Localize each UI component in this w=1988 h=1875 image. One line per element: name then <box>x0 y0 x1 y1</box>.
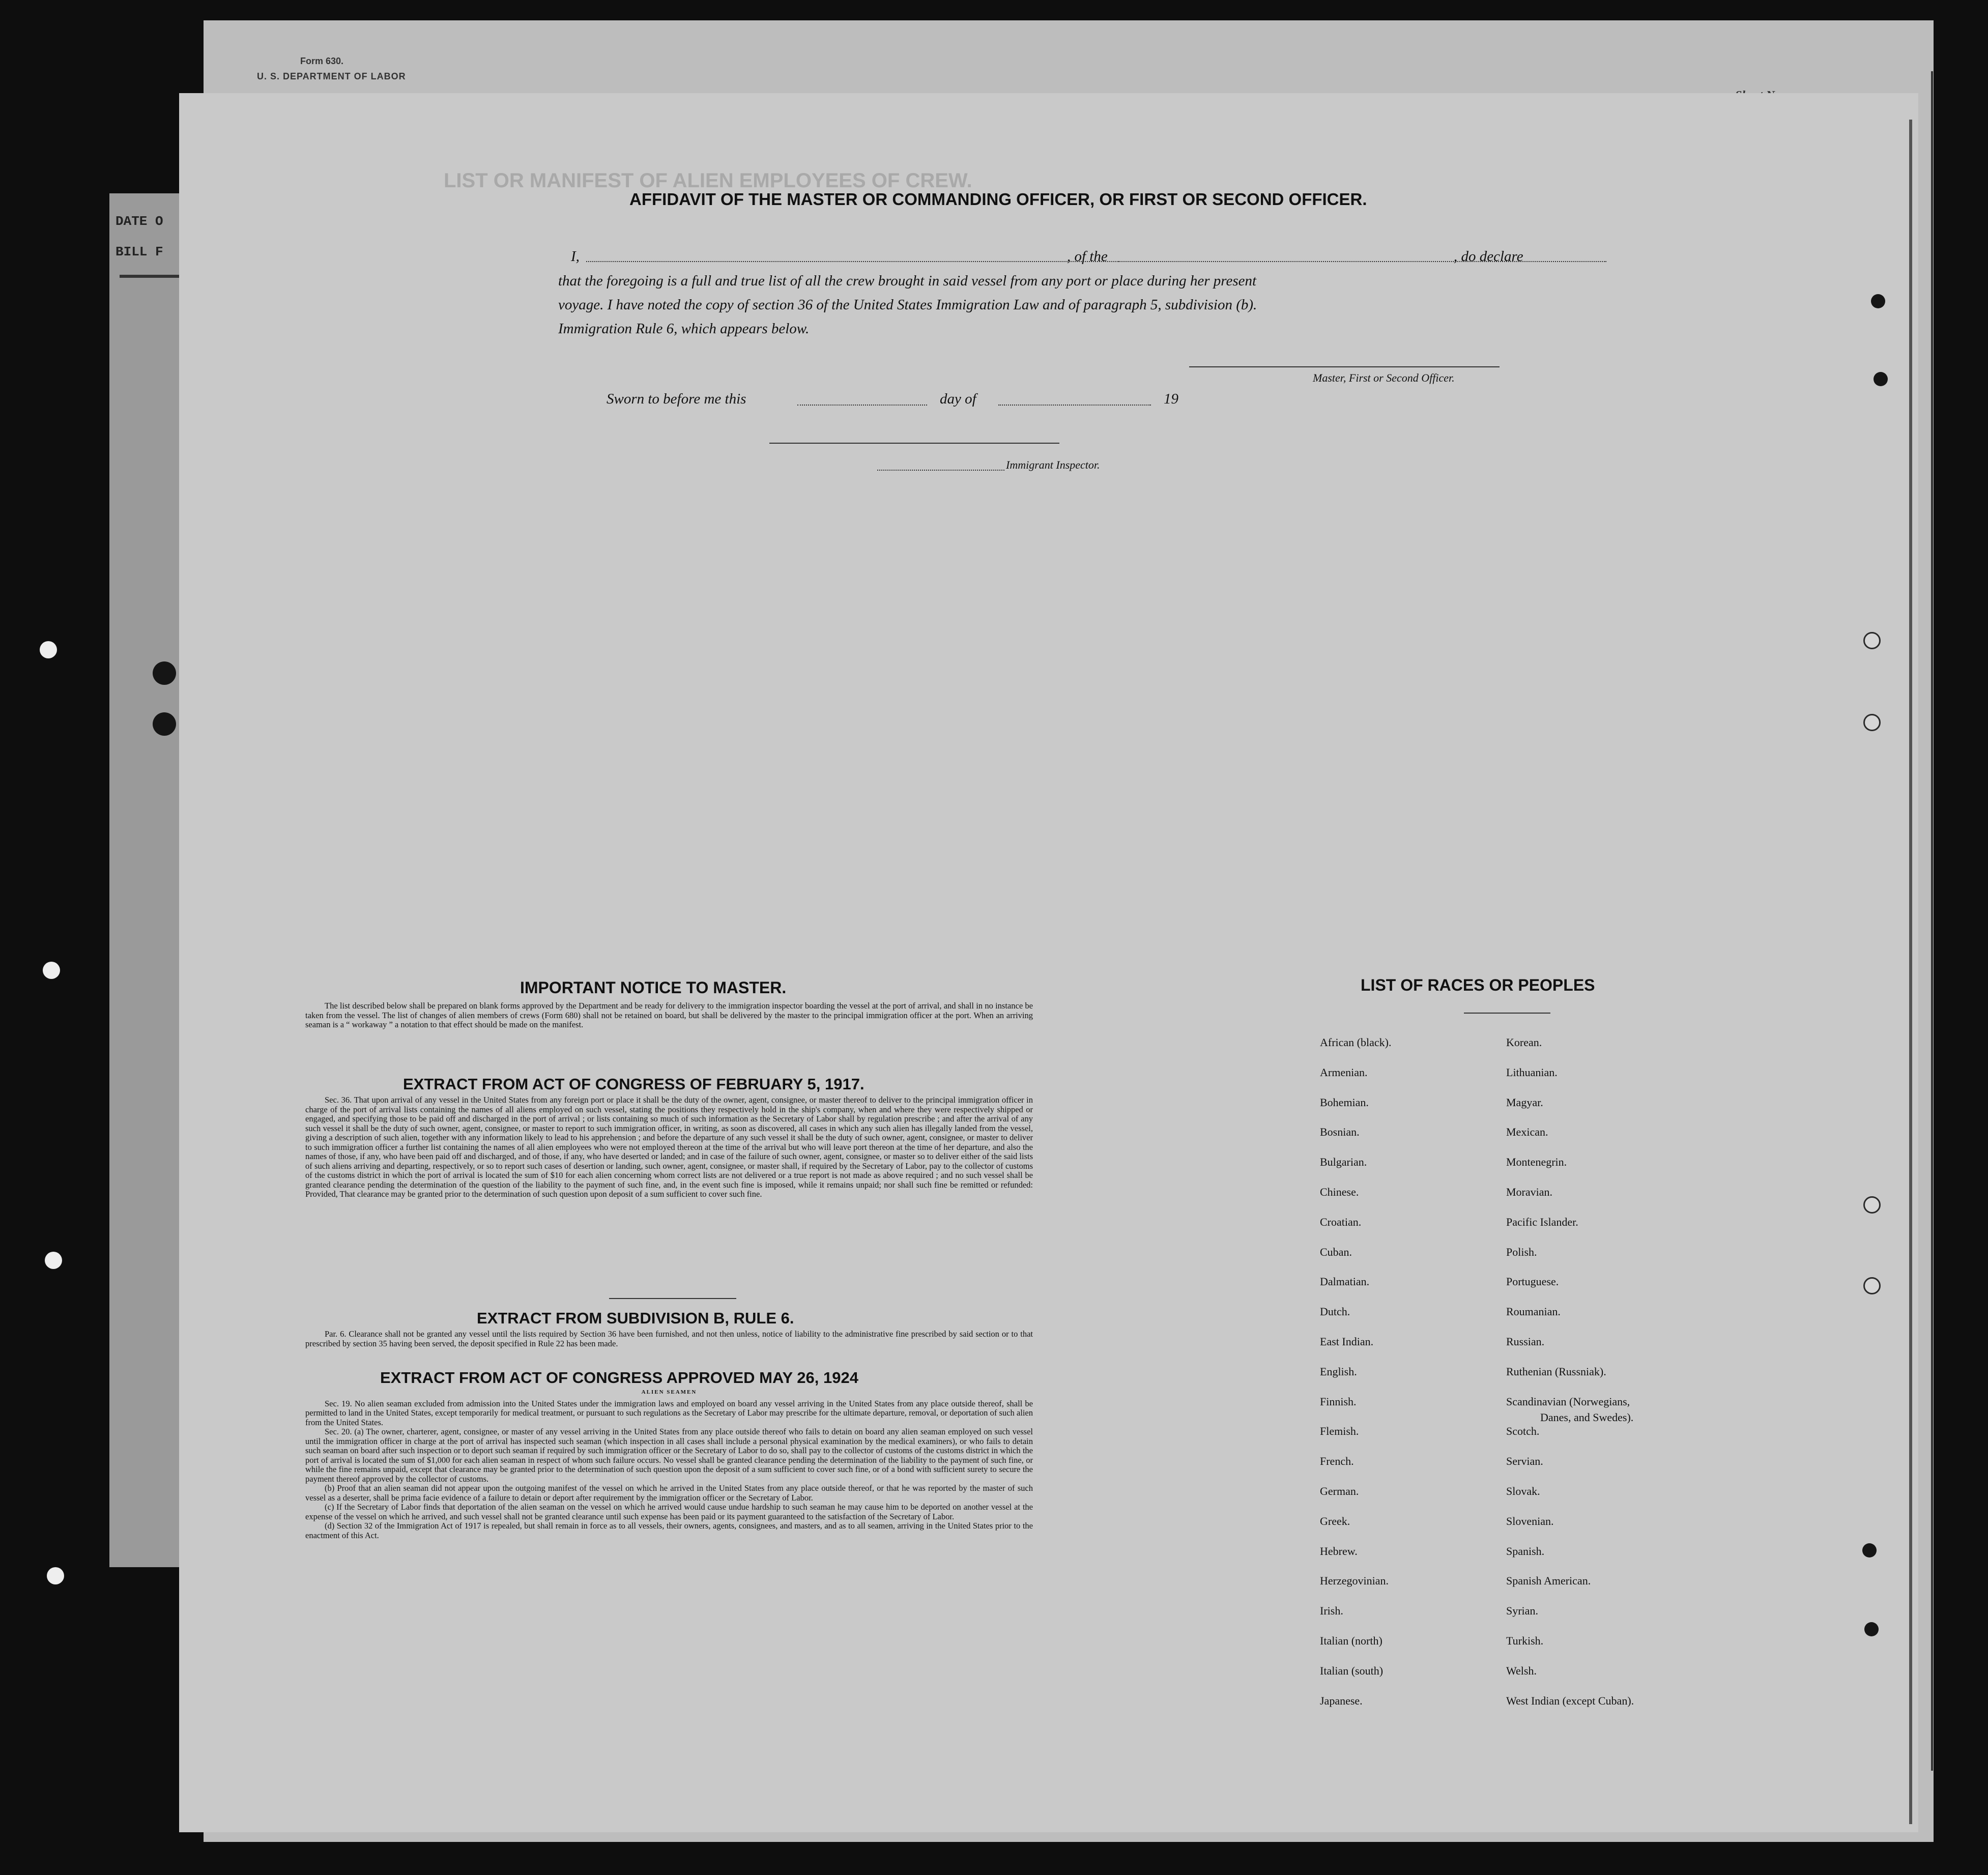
punch-hole <box>1864 1622 1879 1636</box>
inspector-blank <box>877 470 1004 471</box>
race-item: Finnish. <box>1320 1395 1357 1408</box>
extract-1917-body <box>305 1095 1033 1199</box>
master-signature-label: Master, First or Second Officer. <box>1313 371 1455 384</box>
race-item: Hebrew. <box>1320 1545 1358 1557</box>
date-label: DATE O <box>116 214 163 229</box>
race-item: West Indian (except Cuban). <box>1506 1694 1634 1707</box>
race-item: Servian. <box>1506 1455 1543 1467</box>
punch-hole <box>45 1252 62 1269</box>
race-item: Italian (south) <box>1320 1664 1384 1677</box>
inspector-label: Immigrant Inspector. <box>1006 458 1100 471</box>
race-item: Russian. <box>1506 1335 1545 1348</box>
affidavit-sheet <box>179 93 1918 1832</box>
section-20b-paragraph: (b) Proof that an alien seaman did not appear upon the outgoing manifest of the vessel on which he arrived in the United States from any place outside thereof, or that he was reported by the master of such vessel as a deserter, shall be prima facie evidence of a failure to detain or deport after requirement by the immigration officer or the Secretary of Labor. <box>305 1483 1033 1503</box>
race-item: Slovenian. <box>1506 1515 1554 1527</box>
month-blank <box>998 405 1151 406</box>
race-item: Roumanian. <box>1506 1305 1561 1318</box>
back-form-number: Form 630. <box>300 56 344 66</box>
page-edge <box>1909 120 1912 1824</box>
race-item: Portuguese. <box>1506 1275 1559 1288</box>
race-item: Italian (north) <box>1320 1634 1382 1647</box>
extract-rule6-title: EXTRACT FROM SUBDIVISION B, RULE 6. <box>477 1309 794 1327</box>
punch-hole <box>47 1567 64 1584</box>
race-item: Montenegrin. <box>1506 1156 1567 1168</box>
race-item: Japanese. <box>1320 1694 1363 1707</box>
back-department: U. S. DEPARTMENT OF LABOR <box>257 71 406 81</box>
rule6-paragraph: Par. 6. Clearance shall not be granted any vessel until the lists required by Section 36 have been furnished, and not then unless, notice of liability to the administrative fine prescribed by said section or to that prescribed by section 35 having been served, the deposit specified in Rule 22 has been made. <box>305 1329 1033 1348</box>
race-item: East Indian. <box>1320 1335 1374 1348</box>
race-item: Bohemian. <box>1320 1096 1369 1109</box>
race-item: Polish. <box>1506 1246 1537 1258</box>
race-item: Lithuanian. <box>1506 1066 1558 1079</box>
page-edge <box>1931 71 1933 1771</box>
race-item: African (black). <box>1320 1036 1392 1049</box>
race-item: Spanish American. <box>1506 1574 1591 1587</box>
do-declare-label: , do declare <box>1454 248 1523 265</box>
day-of-label: day of <box>940 391 976 407</box>
race-item: German. <box>1320 1485 1359 1497</box>
race-item: Pacific Islander. <box>1506 1216 1578 1228</box>
race-item: Slovak. <box>1506 1485 1540 1497</box>
race-item: Scotch. <box>1506 1425 1540 1437</box>
section-20d-paragraph: (d) Section 32 of the Immigration Act of 1917 is repealed, but shall remain in force as to all vessels, their owners, agents, consignees, and masters, and as to all seamen, arriving in the United States prior to the enactment of this Act. <box>305 1521 1033 1540</box>
race-item: Syrian. <box>1506 1604 1538 1617</box>
race-item: English. <box>1320 1365 1357 1378</box>
race-item: Spanish. <box>1506 1545 1545 1557</box>
punch-hole <box>1862 1543 1877 1557</box>
punch-hole <box>1863 1277 1881 1294</box>
master-signature-line <box>1189 366 1500 367</box>
race-item: Korean. <box>1506 1036 1542 1049</box>
notice-paragraph: The list described below shall be prepared on blank forms approved by the Department and be ready for delivery to the immigration inspector boarding the vessel at the port of arrival, and shall in no instance be taken from the vessel. The list of changes of alien members of crews (Form 680) shall not be retained on board, but shall be delivered by the master to the principal immigration officer at the port. When an arriving seaman is a “ workaway ” a notation to that effect should be made on the manifest. <box>305 1001 1033 1029</box>
race-item: Herzegovinian. <box>1320 1574 1389 1587</box>
notice-title: IMPORTANT NOTICE TO MASTER. <box>520 978 787 997</box>
affidavit-body-line-2: voyage. I have noted the copy of section 36 of the United States Immigration Law and of paragraph 5, subdivision (b). <box>558 297 1257 313</box>
race-item: Chinese. <box>1320 1186 1359 1198</box>
race-item: Irish. <box>1320 1604 1343 1617</box>
race-item: French. <box>1320 1455 1354 1467</box>
divider <box>609 1298 736 1299</box>
race-item: Armenian. <box>1320 1066 1368 1079</box>
section-36-paragraph: Sec. 36. That upon arrival of any vessel in the United States from any foreign port or place it shall be the duty of the owner, agent, consignee, or master thereof to deliver to the principal immigration officer in charge of the port of arrival lists containing the names of all aliens employed on such vessel, stating the positions they respectively hold in the ship's company, when and where they were respectively shipped or engaged, and specifying those to be paid off and discharged in the port of arrival ; or lists containing so much of such information as the Secretary of Labor shall by regulation prescribe ; and after the arrival of any such vessel it shall be the duty of such owner, agent, consignee, or master to report to such immigration officer, in writing, as soon as discovered, all cases in which any such alien has illegally landed from the vessel, giving a description of such alien, together with any information likely to lead to his apprehension ; and before the departure of any such vessel it shall be the duty of such owner, agent, consignee, or master to deliver to such immigration officer a further list containing the names of all alien employees who were not employed thereon at the time of the arrival but who will leave port thereon at the time of her departure, and also the names of those, if any, who have been paid off and discharged, and of those, if any, who have deserted or landed; and in case of the failure of such owner, agent, consignee, or master so to deliver either of the said lists of such aliens arriving and departing, respectively, or so to report such cases of desertion or landing, such owner, agent, consignee, or master shall, if required by the Secretary of Labor, pay to the collector of customs of the customs district in which the port of arrival is located the sum of $10 for each alien concerning whom correct lists are not delivered or a true report is not made as above required ; and no such vessel shall be granted clearance pending the determination of the question of the liability to the payment of such fine, and, in the event such fine is imposed, while it remains unpaid; nor shall such fine be remitted or refunded: Provided, That clearance may be granted prior to the determination of such question upon deposit of a sum sufficient to cover such fine. <box>305 1095 1033 1199</box>
inspector-signature-line <box>769 443 1059 444</box>
race-item: Bulgarian. <box>1320 1156 1367 1168</box>
punch-hole <box>1874 372 1888 386</box>
race-item: Magyar. <box>1506 1096 1543 1109</box>
vessel-blank <box>1118 261 1606 262</box>
i-label: I, <box>571 248 580 265</box>
year-label: 19 <box>1164 391 1178 407</box>
race-continuation: Danes, and Swedes). <box>1540 1411 1634 1424</box>
race-item: Mexican. <box>1506 1126 1548 1138</box>
extract-rule6-body <box>305 1330 1033 1348</box>
race-item: Bosnian. <box>1320 1126 1360 1138</box>
section-20c-paragraph: (c) If the Secretary of Labor finds that deportation of the alien seaman on the vessel on which he arrived would cause undue hardship to such seaman he may cause him to be deported on another vessel at the expense of the vessel on which he arrived, and such vessel shall not be granted clearance until such expense has been paid or its payment guaranteed to the satisfaction of the Secretary of Labor. <box>305 1502 1033 1521</box>
punch-hole <box>153 712 176 736</box>
punch-hole <box>153 661 176 685</box>
punch-hole <box>1863 714 1881 731</box>
punch-hole <box>1863 632 1881 649</box>
affidavit-body-line-1: that the foregoing is a full and true list of all the crew brought in said vessel from any port or place during her present <box>558 273 1257 289</box>
race-item: Flemish. <box>1320 1425 1359 1437</box>
race-item: Welsh. <box>1506 1664 1537 1677</box>
punch-hole <box>1871 294 1885 308</box>
race-item: Ruthenian (Russniak). <box>1506 1365 1606 1378</box>
race-item: Moravian. <box>1506 1186 1553 1198</box>
sworn-label: Sworn to before me this <box>607 391 746 407</box>
divider <box>1464 1013 1550 1014</box>
alien-seamen-subtitle: ALIEN SEAMEN <box>641 1389 697 1395</box>
extract-1917-title: EXTRACT FROM ACT OF CONGRESS OF FEBRUARY 5, 1917. <box>403 1075 865 1093</box>
section-20a-paragraph: Sec. 20. (a) The owner, charterer, agent, consignee, or master of any vessel arriving in the United States from any place outside thereof who fails to detain on board any alien seaman employed on such vessel until the immigration officer in charge at the port of arrival has inspected such seaman (which inspection in all cases shall include a personal physical examination by the medical examiners), or who fails to detain such seaman on board after such inspection or to deport such seaman if required by such immigration officer or the Secretary of Labor to do so, shall pay to the collector of customs of the customs district in which the port of arrival is located the sum of $1,000 for each alien seaman in respect of whom such failure occurs. No vessel shall be granted clearance pending the determination of the liability to the payment of such fine, or while the fine remains unpaid, except that clearance may be granted prior to the determination of such question upon the deposit of a sum sufficient to cover such fine, or of a bond with sufficient surety to secure the payment thereof approved by the collector of customs. <box>305 1427 1033 1484</box>
race-item: Cuban. <box>1320 1246 1352 1258</box>
punch-hole <box>43 962 60 979</box>
race-item: Croatian. <box>1320 1216 1362 1228</box>
of-the-label: , of the <box>1067 248 1108 265</box>
race-item: Turkish. <box>1506 1634 1544 1647</box>
extract-1924-title: EXTRACT FROM ACT OF CONGRESS APPROVED MAY 26, 1924 <box>380 1369 858 1387</box>
bill-label: BILL F <box>116 244 163 259</box>
section-19-paragraph: Sec. 19. No alien seaman excluded from admission into the United States under the immigration laws and employed on board any vessel arriving in the United States from any place outside thereof, shall be permitted to land in the United States, except temporarily for medical treatment, or pursuant to such regulations as the Secretary of Labor may prescribe for the ultimate departure, removal, or deportation of such alien from the United States. <box>305 1398 1033 1427</box>
punch-hole <box>40 641 57 658</box>
race-item: Greek. <box>1320 1515 1350 1527</box>
notice-body <box>305 1001 1033 1030</box>
race-item: Scandinavian (Norwegians, <box>1506 1395 1630 1408</box>
punch-hole <box>1863 1196 1881 1214</box>
race-item: Dalmatian. <box>1320 1275 1370 1288</box>
affidavit-title: AFFIDAVIT OF THE MASTER OR COMMANDING OFFICER, OR FIRST OR SECOND OFFICER. <box>629 190 1367 209</box>
races-title: LIST OF RACES OR PEOPLES <box>1361 976 1595 994</box>
bleed-through-title: LIST OR MANIFEST OF ALIEN EMPLOYEES OF CREW. <box>444 169 972 192</box>
day-blank <box>797 405 927 406</box>
affidavit-body-line-3: Immigration Rule 6, which appears below. <box>558 321 810 337</box>
extract-1924-body <box>305 1387 1033 1540</box>
race-item: Dutch. <box>1320 1305 1350 1318</box>
